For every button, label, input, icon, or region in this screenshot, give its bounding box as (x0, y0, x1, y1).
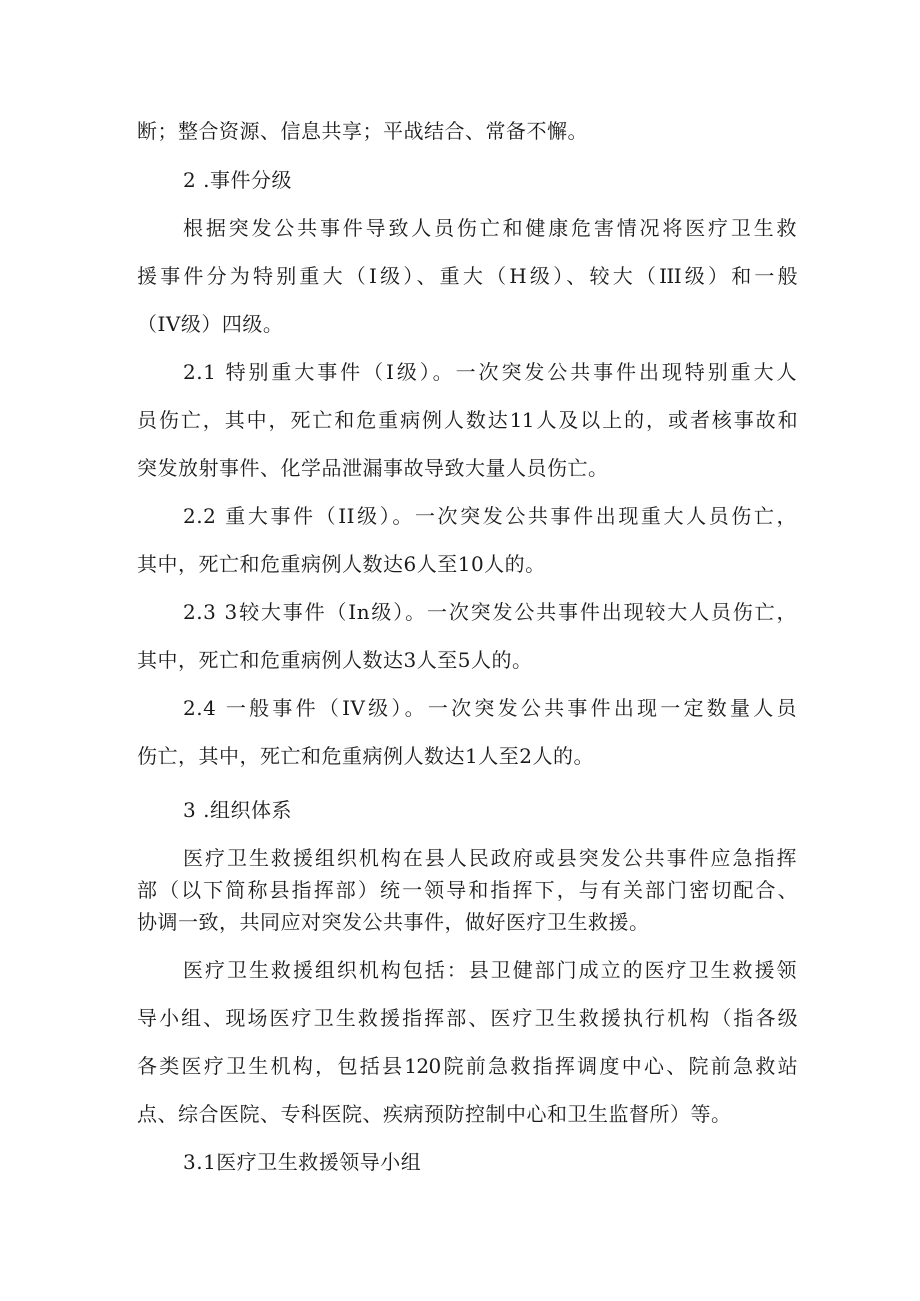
section-heading: 2 .事件分级 (183, 168, 292, 192)
paragraph-line: （IV级）四级。 (137, 312, 284, 336)
paragraph-line: 部（以下简称县指挥部）统一领导和指挥下，与有关部门密切配合、 (137, 878, 797, 902)
paragraph-line: 2.4 一般事件（IV级）。一次突发公共事件出现一定数量人员 (183, 696, 797, 720)
paragraph-line: 员伤亡，其中，死亡和危重病例人数达11人及以上的，或者核事故和 (137, 408, 797, 432)
paragraph-line: 2.1 特别重大事件（I级）。一次突发公共事件出现特别重大人 (183, 360, 797, 384)
section-heading: 3.1医疗卫生救援领导小组 (183, 1150, 422, 1174)
paragraph-line: 2.3 3较大事件（In级）。一次突发公共事件出现较大人员伤亡， (183, 600, 797, 624)
paragraph-line: 各类医疗卫生机构，包括县120院前急救指挥调度中心、院前急救站 (137, 1054, 797, 1078)
paragraph-line: 伤亡，其中，死亡和危重病例人数达1人至2人的。 (137, 744, 594, 768)
paragraph-line: 突发放射事件、化学品泄漏事故导致大量人员伤亡。 (137, 456, 609, 480)
paragraph-line: 点、综合医院、专科医院、疾病预防控制中心和卫生监督所）等。 (137, 1102, 732, 1126)
paragraph-line: 协调一致，共同应对突发公共事件，做好医疗卫生救援。 (137, 910, 650, 934)
paragraph-line: 医疗卫生救援组织机构包括：县卫健部门成立的医疗卫生救援领 (183, 958, 797, 982)
paragraph-line: 导小组、现场医疗卫生救援指挥部、医疗卫生救援执行机构（指各级 (137, 1006, 797, 1030)
paragraph-line: 2.2 重大事件（II级）。一次突发公共事件出现重大人员伤亡， (183, 504, 797, 528)
paragraph-line: 其中，死亡和危重病例人数达6人至10人的。 (137, 552, 546, 576)
paragraph-line: 医疗卫生救援组织机构在县人民政府或县突发公共事件应急指挥 (183, 846, 797, 870)
paragraph-line: 断；整合资源、信息共享；平战结合、常备不懈。 (137, 119, 588, 143)
paragraph-line: 援事件分为特别重大（I级）、重大（H级）、较大（III级）和一般 (137, 264, 797, 288)
section-heading: 3 .组织体系 (183, 798, 292, 822)
paragraph-line: 其中，死亡和危重病例人数达3人至5人的。 (137, 648, 533, 672)
paragraph-line: 根据突发公共事件导致人员伤亡和健康危害情况将医疗卫生救 (183, 216, 797, 240)
